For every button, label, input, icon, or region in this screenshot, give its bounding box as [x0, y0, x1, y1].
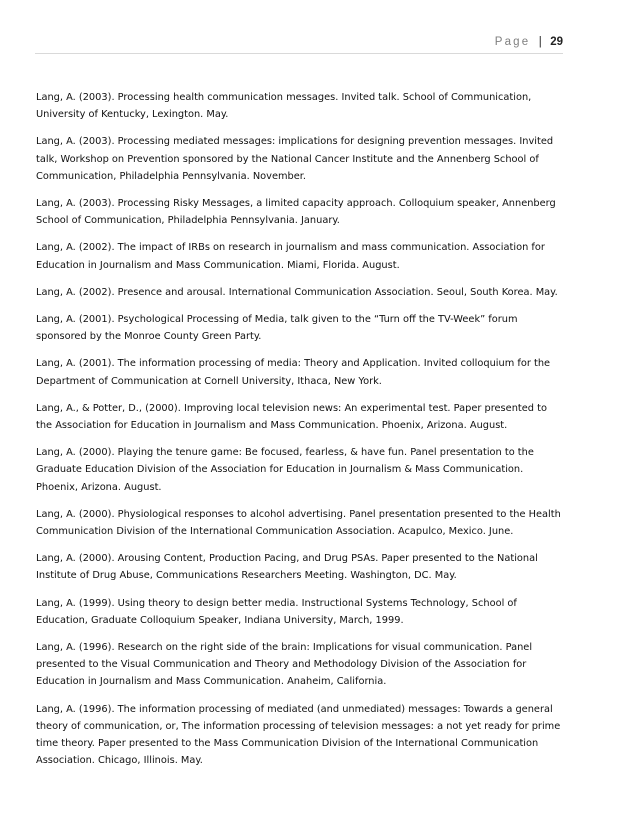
page-number: 29	[550, 36, 563, 48]
page-label: Page	[494, 36, 531, 48]
reference-entry: Lang, A. (1999). Using theory to design better media. Instructional Systems Technology, School of Education, Graduate Colloquium Speaker, Indiana University, March, 1999.	[36, 597, 517, 626]
reference-list	[36, 89, 564, 780]
reference-entry: Lang, A. (2001). The information processing of media: Theory and Application. Invited colloquium for the Department of Communication at Cornell University, Ithaca, New York.	[36, 358, 551, 387]
reference-entry: Lang, A. (2003). Processing mediated messages: implications for designing prevention messages. Invited talk, Workshop on Prevention sponsored by the National Cancer Institute and the Annenberg School of Communication, Philadelphia Pennsylvania. November.	[36, 136, 554, 182]
reference-entry: Lang, A. (2000). Physiological responses to alcohol advertising. Panel presentation presented to the Health Communication Division of the International Communication Association. Acapulco, Mexico. June.	[36, 508, 561, 538]
reference-entry: Lang, A. (2002). The impact of IRBs on research in journalism and mass communication. Association for Education in Journalism and Mass Communication. Miami, Florida. August.	[36, 242, 545, 271]
reference-entry: Lang, A. (2003). Processing health communication messages. Invited talk. School of Communication, University of Kentucky, Lexington. May.	[36, 92, 532, 121]
reference-entry: Lang, A. (1996). The information processing of mediated (and unmediated) messages: Towards a general theory of communication, or, The information processing of television messages: a not yet ready for prime time theory. Paper presented to the Mass Communication Division of the International Communication Association. Chicago, Illinois. May.	[36, 703, 561, 767]
reference-entry: Lang, A. (2000). Playing the tenure game: Be focused, fearless, & have fun. Panel presentation to the Graduate Education Division of the Association for Education in Journalism & Mass Communication. Phoenix, Arizona. August.	[36, 447, 534, 493]
reference-entry: Lang, A. (2002). Presence and arousal. International Communication Association. Seoul, South Korea. May.	[36, 286, 558, 298]
reference-entry: Lang, A. (2000). Arousing Content, Production Pacing, and Drug PSAs. Paper presented to the National Institute of Drug Abuse, Communications Researchers Meeting. Washington, DC. May.	[36, 553, 538, 582]
reference-entry: Lang, A., & Potter, D., (2000). Improving local television news: An experimental test. Paper presented to the Association for Education in Journalism and Mass Communication. Phoenix, Arizona. August.	[36, 402, 547, 432]
header-divider	[35, 53, 563, 54]
page-header	[495, 36, 563, 48]
reference-entry: Lang, A. (2001). Psychological Processing of Media, talk given to the “Turn off the TV-Week” forum sponsored by the Monroe County Green Party.	[36, 314, 518, 343]
reference-entry: Lang, A. (2003). Processing Risky Messages, a limited capacity approach. Colloquium speaker, Annenberg School of Communication, Philadelphia Pennsylvania. January.	[36, 198, 556, 227]
page-separator: |	[538, 36, 542, 48]
reference-entry: Lang, A. (1996). Research on the right side of the brain: Implications for visual communication. Panel presented to the Visual Communication and Theory and Methodology Division of the Association for Education in Journalism and Mass Communication. Anaheim, California.	[36, 642, 533, 688]
